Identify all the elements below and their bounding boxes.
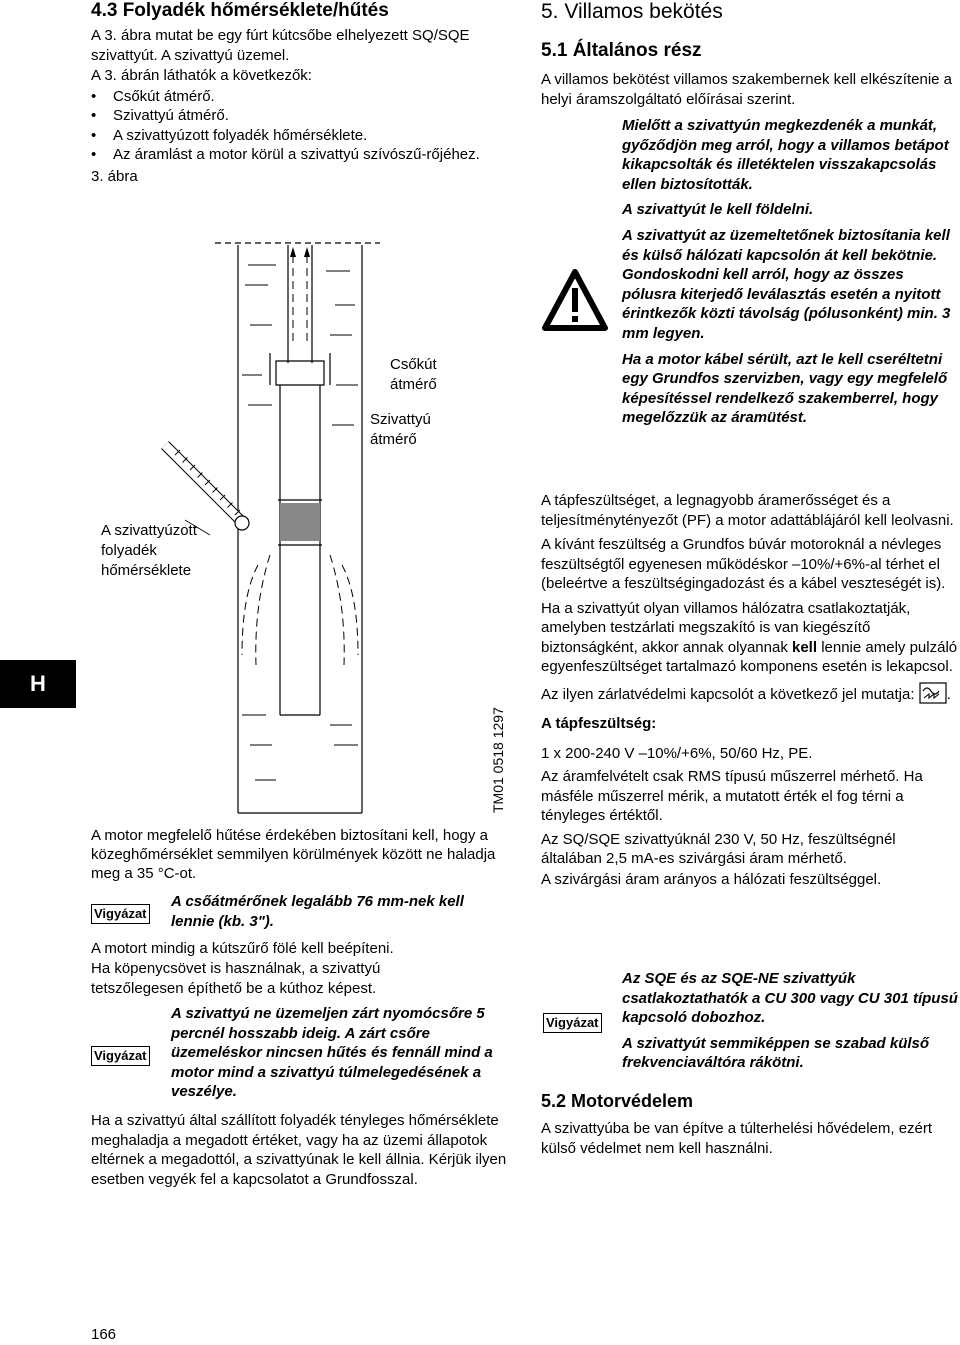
list-item: • Az áramlást a motor körül a szivattyú szívószű-rőjéhez. <box>91 145 511 165</box>
paragraph: A szivattyúba be van építve a túlterhelési hővédelem, ezért külső védelmet nem kell használni. <box>541 1120 933 1157</box>
caution-text: A csőátmérőnek legalább 76 mm-nek kell lennie (kb. 3"). <box>171 893 464 930</box>
page-number: 166 <box>91 1326 117 1343</box>
right-column-body <box>541 491 960 889</box>
warning-icon <box>541 268 609 332</box>
paragraph: A tápfeszültséget, a legnagyobb áramerősséget és a teljesítménytényezőt (PF) a motor adattáblájáról kell leolvasni. <box>541 492 954 529</box>
left-column <box>91 0 511 186</box>
left-column-lower <box>91 826 511 883</box>
warning-text: Gondoskodni kell arról, hogy az összes pólusra kiterjedő leválasztás esetén a nyitott érintkezők közti távolság (pólusonként) min. 3 mm legyen. <box>622 266 951 342</box>
caution-text: Az SQE és az SQE-NE szivattyúk csatlakoztathatók a CU 300 vagy CU 301 típusú kapcsoló dobozhoz. <box>622 970 958 1027</box>
paragraph: A 3. ábrán láthatók a következők: <box>91 67 312 84</box>
caution-label: Vigyázat <box>91 904 150 924</box>
supply-heading: A tápfeszültség: <box>541 715 657 732</box>
rcd-symbol-icon <box>919 682 947 704</box>
supply-value: 1 x 200-240 V –10%/+6%, 50/60 Hz, PE. <box>541 744 813 762</box>
text-run-bold: kell <box>792 638 818 656</box>
caution-text: A szivattyút semmiképpen se szabad külső frekvenciaváltóra rákötni. <box>622 1034 930 1072</box>
warning-block <box>622 116 960 428</box>
warning-text: A szivattyút le kell földelni. <box>622 201 814 219</box>
paragraph: Ha a szivattyú által szállított folyadék tényleges hőmérséklete meghaladja a megadott értéket, vagy ha az üzemi állapotok eltérnek a megadottól, a szivattyúnak le kell állnia. Kérjük ilyen esetben vegyék fel a kapcsolatot a Grundfosszal. <box>91 1112 507 1188</box>
label-pump-diameter: Szivattyú átmérő <box>370 411 431 448</box>
paragraph: Ha köpenycsövet is használnak, a szivattyú tetszőlegesen építhető be a kúthoz képest. <box>91 960 381 997</box>
caution-text: A szivattyú ne üzemeljen zárt nyomócsőre 5 percnél hosszabb ideig. A zárt csőre üzemeléskor nincsen hűtés és fennáll mind a motor mind a szivattyú túlmelegedésének a veszélye. <box>171 1005 493 1101</box>
figure-code: TM01 0518 1297 <box>490 707 506 813</box>
section-tab-label: H <box>30 671 46 696</box>
paragraph: A villamos bekötést villamos szakembernek kell elkészítenie a helyi áramszolgáltató előírásai szerint. <box>541 71 953 108</box>
figure-label: 3. ábra <box>91 167 138 185</box>
section-tab <box>0 660 76 708</box>
paragraph: Az áramfelvételt csak RMS típusú műszerrel mérhető. Ha másféle műszerrel mérik, a mutatott érték el fog térni a tényleges értéktől. <box>541 768 923 824</box>
paragraph: A szivárgási áram arányos a hálózati feszültséggel. <box>541 870 882 888</box>
paragraph <box>541 599 960 677</box>
paragraph: A kívánt feszültség a Grundfos búvár motoroknál a névleges feszültségtől egyenesen működéskor –10%/+6%-al térhet el (beleértve a feszültségingadozást és a kábel veszteségét is). <box>541 536 946 592</box>
list-item: • A szivattyúzott folyadék hőmérséklete. <box>91 126 511 146</box>
bullet-list <box>91 87 511 165</box>
paragraph: Az SQ/SQE szivattyúknál 230 V, 50 Hz, feszültségnél általában 2,5 mA-es szivárgási áram mérhető. <box>541 830 896 867</box>
paragraph <box>541 682 960 705</box>
text-run: Ha a szivattyút olyan villamos hálózatra csatlakoztatják, amelyben testzárlati megszakító is van kiegészítő biztonságként, akkor annak olyannak <box>541 599 911 656</box>
paragraph: A motor megfelelő hűtése érdekében biztosítani kell, hogy a közeghőmérséklet semmilyen körülmények között ne haladja meg a 35 °C-ot. <box>91 827 496 882</box>
paragraph: A 3. ábra mutat be egy fúrt kútcsőbe elhelyezett SQ/SQE szivattyút. A szivattyú üzemel. <box>91 27 470 64</box>
list-item: • Szivattyú átmérő. <box>91 106 511 126</box>
text-run: . <box>946 685 951 703</box>
caution-label: Vigyázat <box>543 1013 602 1033</box>
text-run: lennie amely pulzáló egyenfeszültséget tartalmazó komponens esetén is lekapcsol. <box>541 638 958 675</box>
section-heading-5-2: 5.2 Motorvédelem <box>541 1091 694 1111</box>
paragraph: A motort mindig a kútszűrő fölé kell beépíteni. <box>91 940 394 957</box>
pump-intake-screen <box>280 503 320 541</box>
caution-block <box>622 969 960 1073</box>
warning-text: Mielőtt a szivattyún megkezdenék a munkát, győződjön meg arról, hogy a villamos betápot kikapcsolták és illetéktelen visszakapcsolás ellen biztosították. <box>622 117 949 193</box>
warning-text: Ha a motor kábel sérült, azt le kell cseréltetni egy Grundfos szervizben, vagy egy megfelelő képesítéssel rendelkező szakemberrel, hogy megelőzzük az áramütést. <box>622 350 948 427</box>
section-heading-5: 5. Villamos bekötés <box>541 0 723 23</box>
section-heading-5-1: 5.1 Általános rész <box>541 40 702 61</box>
label-well-diameter: Csőkút átmérő <box>390 356 437 393</box>
list-item: • Csőkút átmérő. <box>91 87 511 107</box>
section-heading-4-3: 4.3 Folyadék hőmérséklete/hűtés <box>91 0 389 21</box>
warning-text: A szivattyút az üzemeltetőnek biztosítania kell és külső hálózati kapcsolón át kell bekötnie. <box>622 226 950 264</box>
caution-label: Vigyázat <box>91 1046 150 1066</box>
label-liquid-temperature: A szivattyúzott folyadék hőmérséklete <box>101 522 197 579</box>
text-run: Az ilyen zárlatvédelmi kapcsolót a következő jel mutatja: <box>541 685 919 703</box>
